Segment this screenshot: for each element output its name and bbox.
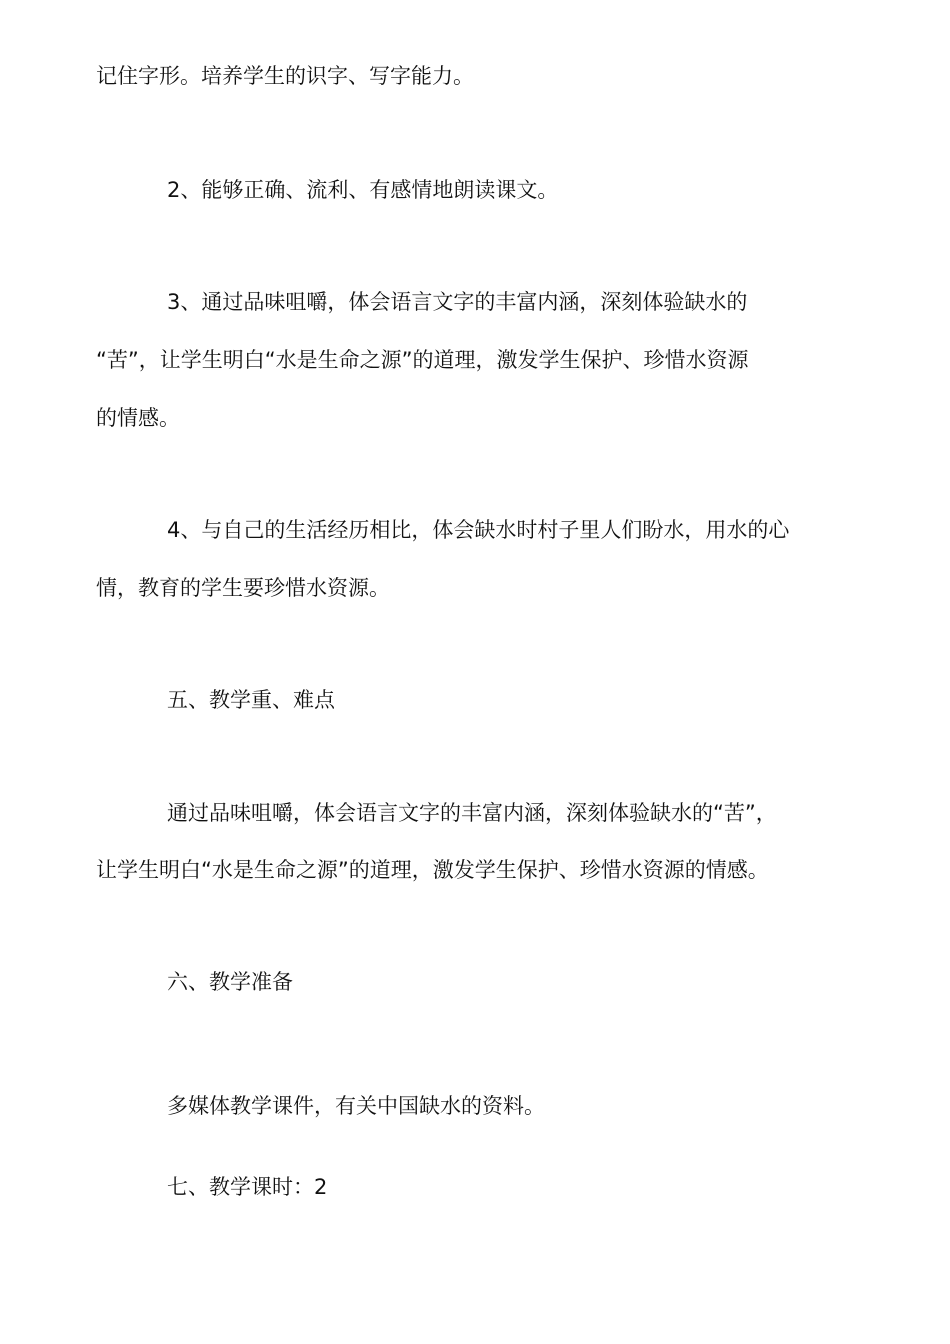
section-5-heading: 五、教学重、难点 <box>167 688 335 712</box>
section-6-heading: 六、教学准备 <box>167 970 293 994</box>
section-6-line-1: 多媒体教学课件，有关中国缺水的资料。 <box>167 1094 545 1118</box>
section-5-line-1: 通过品味咀嚼，体会语言文字的丰富内涵，深刻体验缺水的“苦”， <box>167 801 777 825</box>
item-3-line-2: “苦”，让学生明白“水是生命之源”的道理，激发学生保护、珍惜水资源 <box>96 348 749 372</box>
section-5-line-2: 让学生明白“水是生命之源”的道理，激发学生保护、珍惜水资源的情感。 <box>96 858 769 882</box>
section-7-heading: 七、教学课时：2 <box>167 1175 328 1199</box>
item-3-line-1: 3、通过品味咀嚼，体会语言文字的丰富内涵，深刻体验缺水的 <box>167 290 748 314</box>
item-4-line-2: 情，教育的学生要珍惜水资源。 <box>96 576 390 600</box>
item-4-line-1: 4、与自己的生活经历相比，体会缺水时村子里人们盼水，用水的心 <box>167 518 790 542</box>
item-2-line-1: 2、能够正确、流利、有感情地朗读课文。 <box>167 178 559 202</box>
intro-line-1: 记住字形。培养学生的识字、写字能力。 <box>96 64 474 88</box>
item-3-line-3: 的情感。 <box>96 406 180 430</box>
